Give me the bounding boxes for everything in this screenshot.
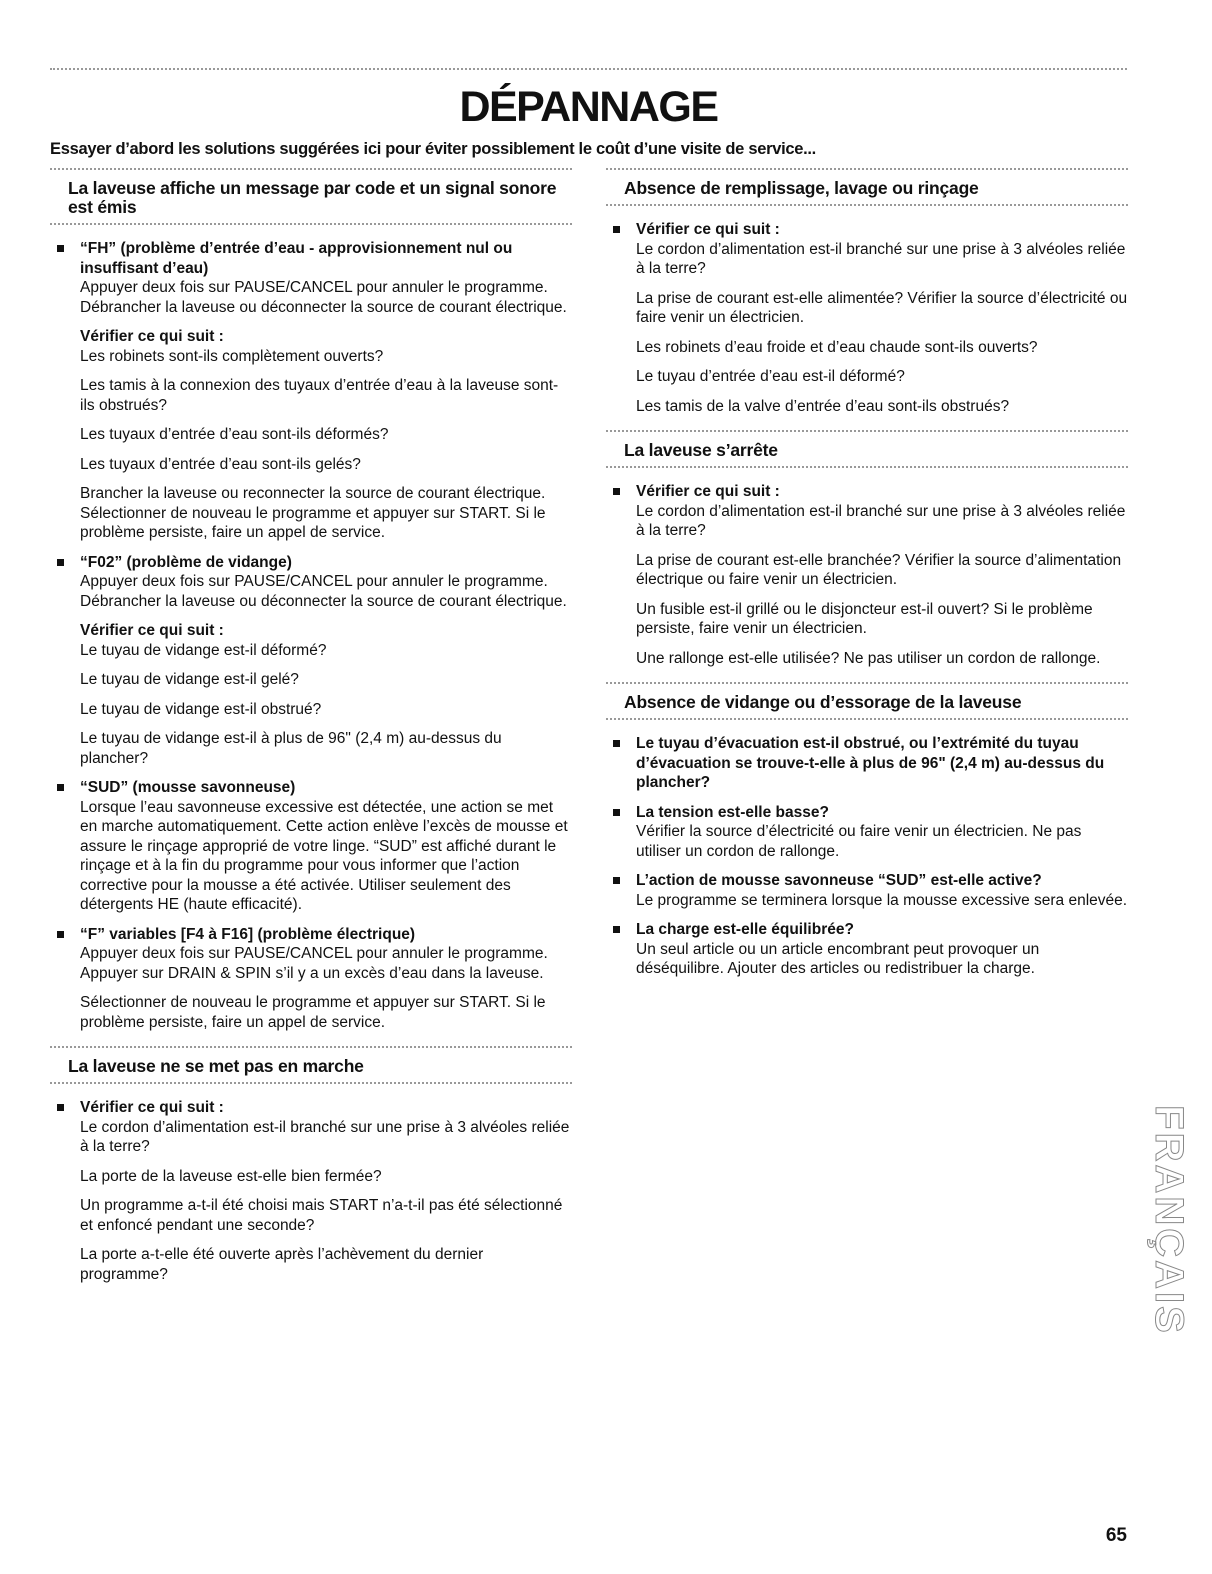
side-tab-label: FRANÇAIS xyxy=(1146,1104,1191,1336)
troubleshoot-section xyxy=(50,1046,572,1284)
item-title: L’action de mousse savonneuse “SUD” est-elle active? xyxy=(636,872,1042,889)
check-label: Vérifier ce qui suit : xyxy=(80,328,224,345)
bullet-square-icon xyxy=(613,226,620,233)
item-paragraph: Les tamis de la valve d’entrée d’eau sont-ils obstrués? xyxy=(636,397,1010,415)
item-title: Vérifier ce qui suit : xyxy=(636,221,780,238)
bullet-square-icon xyxy=(613,926,620,933)
check-item: Les robinets sont-ils complètement ouverts? xyxy=(80,347,384,365)
bullet-square-icon xyxy=(57,931,64,938)
troubleshoot-item xyxy=(50,553,572,769)
page-title: DÉPANNAGE xyxy=(459,83,718,131)
check-item: Les tuyaux d’entrée d’eau sont-ils déformés? xyxy=(80,426,389,443)
troubleshoot-item xyxy=(606,220,1128,416)
check-item: Les tuyaux d’entrée d’eau sont-ils gelés? xyxy=(80,455,361,473)
item-paragraph: La porte a-t-elle été ouverte après l’achèvement du dernier programme? xyxy=(80,1246,484,1283)
item-title: “F” variables [F4 à F16] (problème électrique) xyxy=(80,925,416,943)
item-title: La charge est-elle équilibrée? xyxy=(636,921,854,938)
item-paragraph: Lorsque l’eau savonneuse excessive est détectée, une action se met en marche automatiquement. Cette action enlève l’excès de mousse et assure le rinçage approprié de votre linge. “SUD” est affiché durant le rinçage et à la fin du programme pour vous informer que l’action corrective pour la mousse a été activée. Utiliser seulement des détergents HE (haute efficacité). xyxy=(80,798,568,913)
item-title: Vérifier ce qui suit : xyxy=(636,483,780,500)
item-paragraph: Un fusible est-il grillé ou le disjoncteur est-il ouvert? Si le problème persiste, faire venir un électricien. xyxy=(636,600,1093,637)
item-paragraph: Les robinets d’eau froide et d’eau chaude sont-ils ouverts? xyxy=(636,338,1038,356)
right-column xyxy=(606,168,1128,993)
item-paragraph: Sélectionner de nouveau le programme et appuyer sur START. Si le problème persiste, faire un appel de service. xyxy=(80,994,546,1031)
section-header xyxy=(50,168,572,225)
item-paragraph: Appuyer deux fois sur PAUSE/CANCEL pour annuler le programme. Débrancher la laveuse ou déconnecter la source de courant électrique. xyxy=(80,573,567,610)
troubleshoot-item xyxy=(50,239,572,543)
section-title: Absence de remplissage, lavage ou rinçage xyxy=(624,178,979,198)
bullet-square-icon xyxy=(57,784,64,791)
intro-text: Essayer d’abord les solutions suggérées ici pour éviter possiblement le coût d’une visite de service... xyxy=(50,140,816,158)
section-title: Absence de vidange ou d’essorage de la laveuse xyxy=(624,692,1022,712)
item-paragraph: Un programme a-t-il été choisi mais START n’a-t-il pas été sélectionné et enfoncé pendant une seconde? xyxy=(80,1197,563,1234)
item-paragraph: Le cordon d’alimentation est-il branché sur une prise à 3 alvéoles reliée à la terre? xyxy=(636,240,1126,277)
troubleshoot-item xyxy=(606,871,1128,910)
bullet-square-icon xyxy=(613,877,620,884)
item-title: “FH” (problème d’entrée d’eau - approvisionnement nul ou insuffisant d’eau) xyxy=(80,240,513,277)
bullet-square-icon xyxy=(57,1104,64,1111)
left-column xyxy=(50,168,572,1298)
check-item: Brancher la laveuse ou reconnecter la source de courant électrique. Sélectionner de nouveau le programme et appuyer sur START. Si le problème persiste, faire un appel de service. xyxy=(80,485,546,541)
troubleshoot-item xyxy=(50,925,572,1033)
troubleshoot-section xyxy=(606,430,1128,668)
item-paragraph: Une rallonge est-elle utilisée? Ne pas utiliser un cordon de rallonge. xyxy=(636,649,1101,667)
bullet-square-icon xyxy=(57,559,64,566)
item-paragraph: La prise de courant est-elle branchée? Vérifier la source d’alimentation électrique ou faire venir un électricien. xyxy=(636,551,1122,588)
check-item: Les tamis à la connexion des tuyaux d’entrée d’eau à la laveuse sont-ils obstrués? xyxy=(80,377,559,414)
check-item: Le tuyau de vidange est-il obstrué? xyxy=(80,700,322,718)
top-rule xyxy=(50,68,1127,70)
item-paragraph: La prise de courant est-elle alimentée? Vérifier la source d’électricité ou faire venir un électricien. xyxy=(636,289,1128,326)
item-title: Le tuyau d’évacuation est-il obstrué, ou l’extrémité du tuyau d’évacuation se trouve-t-elle à plus de 96" (2,4 m) au-dessus du plancher? xyxy=(636,735,1105,791)
item-paragraph: Vérifier la source d’électricité ou faire venir un électricien. Ne pas utiliser un cordon de rallonge. xyxy=(636,823,1082,860)
item-title: Vérifier ce qui suit : xyxy=(80,1099,224,1116)
item-paragraph: La porte de la laveuse est-elle bien fermée? xyxy=(80,1167,382,1185)
item-title: “F02” (problème de vidange) xyxy=(80,553,292,571)
troubleshoot-item xyxy=(606,803,1128,862)
check-item: Le tuyau de vidange est-il gelé? xyxy=(80,671,299,688)
bullet-square-icon xyxy=(613,488,620,495)
item-paragraph: Le tuyau d’entrée d’eau est-il déformé? xyxy=(636,368,905,385)
item-paragraph: Un seul article ou un article encombrant peut provoquer un déséquilibre. Ajouter des articles ou redistribuer la charge. xyxy=(636,940,1040,977)
item-paragraph: Le programme se terminera lorsque la mousse excessive sera enlevée. xyxy=(636,891,1128,909)
item-title: La tension est-elle basse? xyxy=(636,803,829,821)
bullet-square-icon xyxy=(613,809,620,816)
troubleshoot-section xyxy=(606,168,1128,416)
section-title: La laveuse s’arrête xyxy=(624,440,778,460)
troubleshoot-section xyxy=(606,682,1128,979)
item-paragraph: Appuyer deux fois sur PAUSE/CANCEL pour annuler le programme. Appuyer sur DRAIN & SPIN s’il y a un excès d’eau dans la laveuse. xyxy=(80,945,548,982)
troubleshoot-item xyxy=(606,734,1128,793)
troubleshoot-item xyxy=(606,482,1128,668)
page-number: 65 xyxy=(1105,1525,1127,1546)
check-label: Vérifier ce qui suit : xyxy=(80,622,224,639)
bullet-square-icon xyxy=(57,245,64,252)
troubleshoot-item xyxy=(606,920,1128,979)
troubleshoot-item xyxy=(50,778,572,915)
item-title: “SUD” (mousse savonneuse) xyxy=(80,779,296,796)
item-paragraph: Le cordon d’alimentation est-il branché sur une prise à 3 alvéoles reliée à la terre? xyxy=(80,1118,570,1155)
language-side-tab xyxy=(1146,1085,1191,1355)
section-header xyxy=(606,430,1128,468)
item-paragraph: Le cordon d’alimentation est-il branché sur une prise à 3 alvéoles reliée à la terre? xyxy=(636,502,1126,539)
section-title: La laveuse affiche un message par code et un signal sonore est émis xyxy=(68,178,557,217)
section-header xyxy=(606,682,1128,720)
troubleshoot-section xyxy=(50,168,572,1032)
section-title: La laveuse ne se met pas en marche xyxy=(68,1056,364,1076)
check-item: Le tuyau de vidange est-il déformé? xyxy=(80,641,327,659)
section-header xyxy=(606,168,1128,206)
bullet-square-icon xyxy=(613,740,620,747)
section-header xyxy=(50,1046,572,1084)
item-paragraph: Appuyer deux fois sur PAUSE/CANCEL pour annuler le programme. Débrancher la laveuse ou déconnecter la source de courant électrique. xyxy=(80,279,567,316)
check-item: Le tuyau de vidange est-il à plus de 96" (2,4 m) au-dessus du plancher? xyxy=(80,730,502,767)
troubleshoot-item xyxy=(50,1098,572,1284)
